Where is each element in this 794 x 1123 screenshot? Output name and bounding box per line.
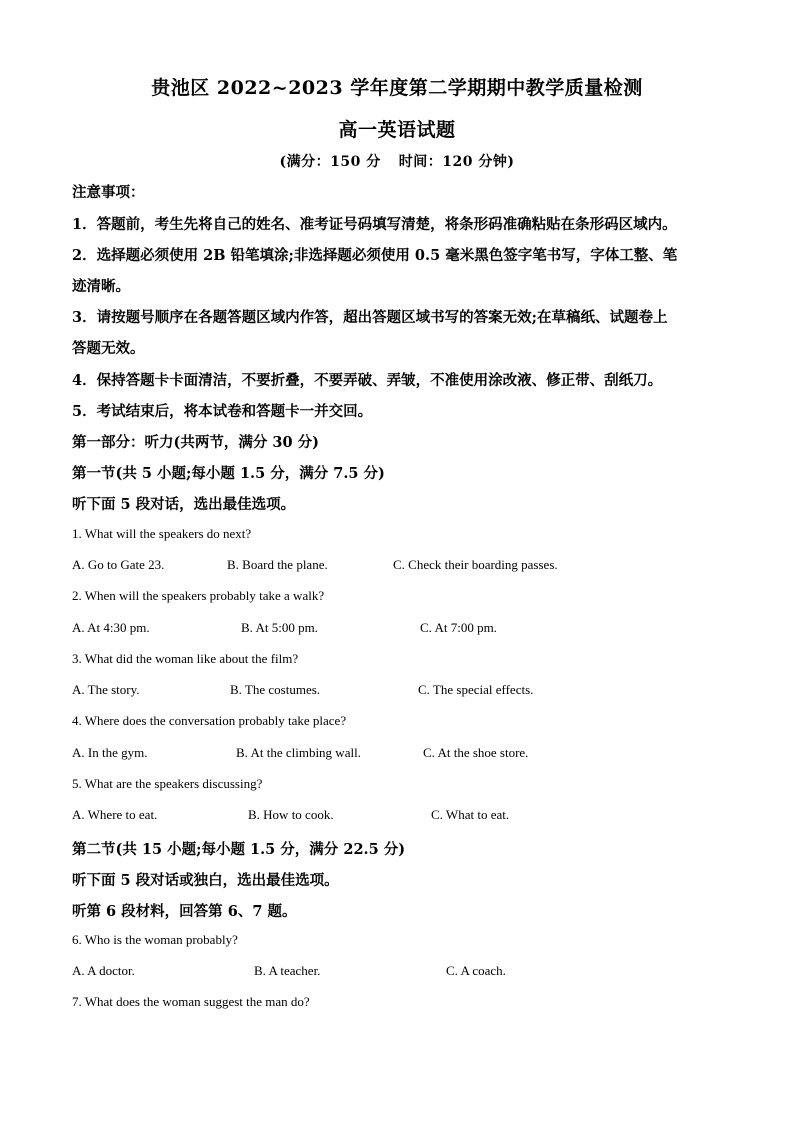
option-b: B. At 5:00 pm. [241, 620, 318, 635]
option-b: B. How to cook. [248, 807, 334, 822]
exam-subtitle: 高一英语试题 [338, 119, 456, 141]
exam-title: 贵池区 2022~2023 学年度第二学期期中教学质量检测 [151, 77, 643, 99]
option-b: B. A teacher. [254, 963, 321, 978]
section2-instruction: 听下面 5 段对话或独白，选出最佳选项。 [72, 872, 339, 889]
score-info: (满分：150 分 [279, 154, 381, 170]
option-a: A. At 4:30 pm. [72, 620, 150, 635]
option-b: B. The costumes. [230, 682, 321, 697]
option-b: B. At the climbing wall. [236, 745, 361, 760]
option-c: C. The special effects. [418, 682, 534, 697]
section1-instruction: 听下面 5 段对话，选出最佳选项。 [72, 496, 296, 513]
question-text: 4. Where does the conversation probably take place? [72, 713, 347, 728]
question-text: 1. What will the speakers do next? [72, 526, 252, 541]
option-a: A. In the gym. [72, 745, 148, 760]
notice-item: 迹清晰。 [72, 278, 130, 295]
question-text: 6. Who is the woman probably? [72, 932, 238, 947]
option-b: B. Board the plane. [227, 557, 328, 572]
notice-item: 4．保持答题卡卡面清洁，不要折叠，不要弄破、弄皱，不准使用涂改液、修正带、刮纸刀。 [72, 372, 663, 389]
option-c: C. Check their boarding passes. [393, 557, 558, 572]
material-note: 听第 6 段材料，回答第 6、7 题。 [72, 903, 297, 920]
notice-item: 2．选择题必须使用 2B 铅笔填涂;非选择题必须使用 0.5 毫米黑色签字笔书写，字体工整、笔 [72, 247, 678, 264]
time-info: 时间：120 分钟) [398, 154, 515, 170]
notice-heading: 注意事项： [72, 184, 145, 201]
notice-item: 答题无效。 [72, 340, 145, 357]
question-text: 7. What does the woman suggest the man do? [72, 994, 310, 1009]
option-c: C. At the shoe store. [423, 745, 529, 760]
part1-heading: 第一部分：听力(共两节，满分 30 分) [72, 434, 319, 451]
option-c: C. At 7:00 pm. [420, 620, 497, 635]
option-a: A. Where to eat. [72, 807, 158, 822]
question-text: 2. When will the speakers probably take a walk? [72, 588, 325, 603]
option-a: A. Go to Gate 23. [72, 557, 165, 572]
option-c: C. What to eat. [431, 807, 510, 822]
question-text: 3. What did the woman like about the film? [72, 651, 299, 666]
option-a: A. The story. [72, 682, 140, 697]
notice-item: 3．请按题号顺序在各题答题区域内作答，超出答题区域书写的答案无效;在草稿纸、试题卷上 [72, 309, 668, 326]
section2-heading: 第二节(共 15 小题;每小题 1.5 分，满分 22.5 分) [72, 841, 406, 858]
option-c: C. A coach. [446, 963, 506, 978]
notice-item: 5．考试结束后，将本试卷和答题卡一并交回。 [72, 403, 373, 420]
notice-item: 1．答题前，考生先将自己的姓名、准考证号码填写清楚，将条形码准确粘贴在条形码区域内。 [72, 216, 677, 233]
exam-meta [0, 151, 794, 171]
question-text: 5. What are the speakers discussing? [72, 776, 263, 791]
option-a: A. A doctor. [72, 963, 135, 978]
section1-heading: 第一节(共 5 小题;每小题 1.5 分，满分 7.5 分) [72, 465, 385, 482]
